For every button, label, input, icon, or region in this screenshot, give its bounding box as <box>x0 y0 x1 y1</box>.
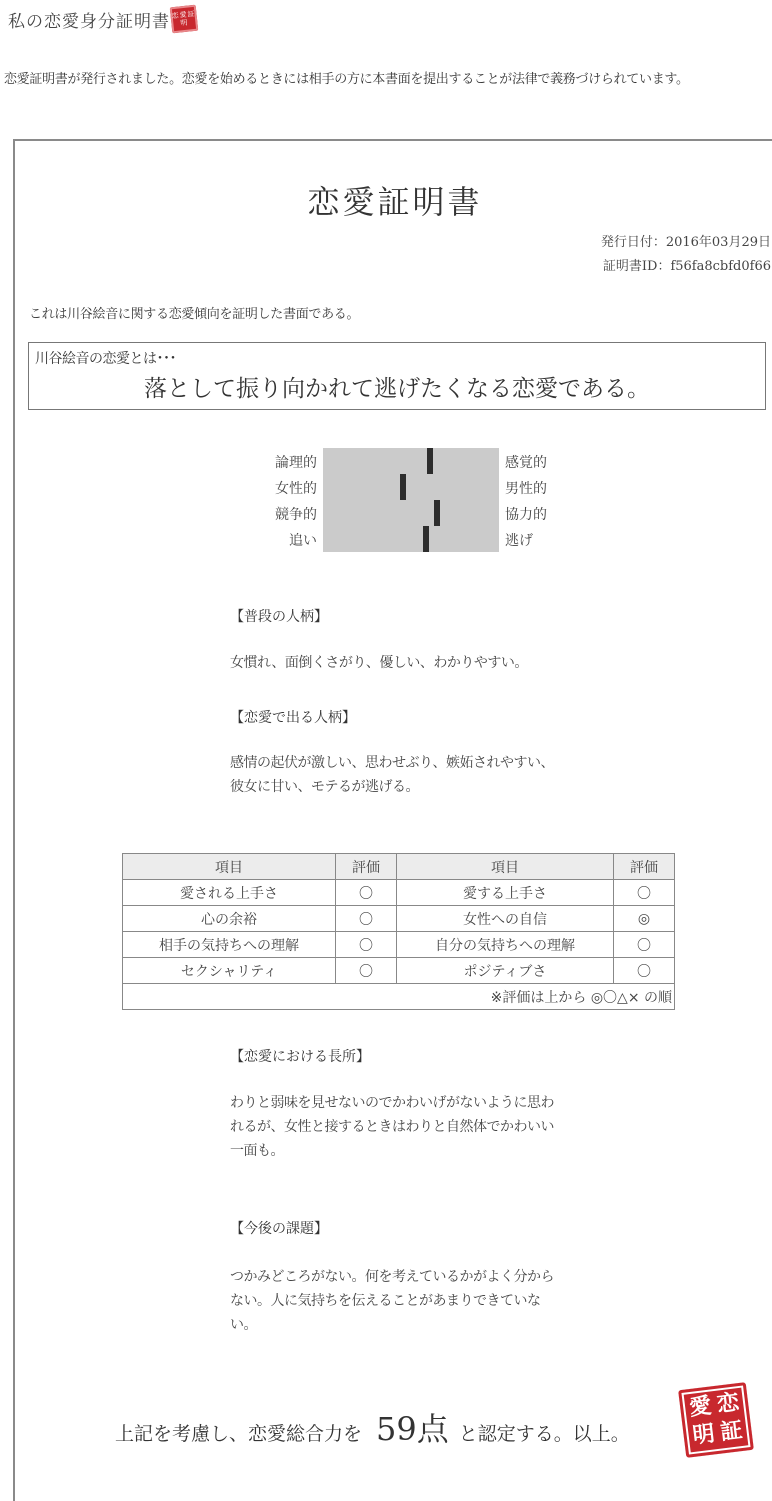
strengths-heading: 【恋愛における長所】 <box>230 1049 370 1065</box>
tendency-row <box>245 526 585 552</box>
rating-cell: 〇 <box>614 932 675 958</box>
tendency-right-label: 感覚的 <box>505 455 547 471</box>
item-cell: セクシャリティ <box>123 958 336 984</box>
item-cell: 女性への自信 <box>397 906 614 932</box>
site-title[interactable] <box>8 6 197 32</box>
tendency-marker <box>434 500 440 526</box>
item-cell: 心の余裕 <box>123 906 336 932</box>
tendency-right-label: 協力的 <box>505 507 547 523</box>
table-note-row <box>123 984 675 1010</box>
column-header-rating: 評価 <box>614 854 675 880</box>
tendency-left-label: 追い <box>289 533 317 549</box>
love-certificate-seal-icon <box>678 1382 754 1458</box>
seal-char: 証 <box>719 1417 744 1446</box>
item-cell: 愛される上手さ <box>123 880 336 906</box>
tendency-marker <box>427 448 433 474</box>
table-header-row <box>123 854 675 880</box>
column-header-item: 項目 <box>397 854 614 880</box>
table-row <box>123 880 675 906</box>
final-prefix: 上記を考慮し、恋愛総合力を <box>115 1423 363 1445</box>
certificate-meta <box>601 231 771 279</box>
column-header-rating: 評価 <box>336 854 397 880</box>
tendency-track <box>323 500 499 526</box>
tendency-row <box>245 500 585 526</box>
summary-box <box>28 342 766 410</box>
table-row <box>123 958 675 984</box>
mini-seal-icon: 恋愛証明 <box>170 5 199 34</box>
tendency-track <box>323 526 499 552</box>
issue-date: 発行日付：2016年03月29日 <box>600 235 771 250</box>
certificate-statement: これは川谷絵音に関する恋愛傾向を証明した書面である。 <box>29 307 360 322</box>
tendency-left-label: 女性的 <box>275 481 317 497</box>
challenges-body: つかみどころがない。何を考えているかがよく分からない。人に気持ちを伝えることがあまりできていない。 <box>230 1269 554 1333</box>
seal-char: 愛 <box>687 1393 713 1422</box>
tendency-left-label: 競争的 <box>275 507 317 523</box>
rating-cell: 〇 <box>336 906 397 932</box>
item-cell: 相手の気持ちへの理解 <box>123 932 336 958</box>
tendency-chart <box>245 448 585 552</box>
tendency-track <box>323 448 499 474</box>
seal-char: 恋 <box>715 1390 741 1418</box>
tendency-row <box>245 448 585 474</box>
normal-personality-body: 女慣れ、面倒くさがり、優しい、わかりやすい。 <box>230 655 528 671</box>
certificate <box>13 139 772 1501</box>
tendency-marker <box>400 474 406 500</box>
rating-cell: 〇 <box>336 958 397 984</box>
tendency-right-label: 逃げ <box>505 533 533 549</box>
normal-personality-heading: 【普段の人柄】 <box>230 609 328 625</box>
love-personality-heading: 【恋愛で出る人柄】 <box>230 710 356 726</box>
tendency-left-label: 論理的 <box>275 455 317 471</box>
column-header-item: 項目 <box>123 854 336 880</box>
certificate-id: 証明書ID：f56fa8cbfd0f66 <box>602 259 771 274</box>
table-row <box>123 906 675 932</box>
summary-lead: 川谷絵音の恋愛とは･･･ <box>35 351 176 367</box>
rating-cell: ◎ <box>614 906 675 932</box>
final-verdict <box>115 1404 705 1450</box>
intro-text: 恋愛証明書が発行されました。恋愛を始めるときには相手の方に本書面を提出することが法律で義務づけられています。 <box>4 72 689 87</box>
final-suffix: と認定する。以上。 <box>458 1423 630 1445</box>
tendency-marker <box>423 526 429 552</box>
evaluation-table <box>122 853 675 1010</box>
challenges-heading: 【今後の課題】 <box>230 1221 328 1237</box>
rating-cell: 〇 <box>336 932 397 958</box>
rating-legend-note: ※評価は上から ◎〇△× の順 <box>123 984 675 1010</box>
strengths-body: わりと弱味を見せないのでかわいげがないように思われるが、女性と接するときはわりと自然体でかわいい一面も。 <box>230 1095 554 1159</box>
love-personality-body: 感情の起伏が激しい、思わせぶり、嫉妬されやすい、彼女に甘い、モテるが逃げる。 <box>230 755 554 795</box>
site-title-text: 私の恋愛身分証明書 <box>8 11 170 32</box>
seal-char: 明 <box>691 1421 717 1449</box>
summary-main: 落として振り向かれて逃げたくなる恋愛である。 <box>144 376 650 402</box>
tendency-right-label: 男性的 <box>505 481 547 497</box>
tendency-row <box>245 474 585 500</box>
item-cell: 自分の気持ちへの理解 <box>397 932 614 958</box>
rating-cell: 〇 <box>614 958 675 984</box>
rating-cell: 〇 <box>336 880 397 906</box>
item-cell: ポジティブさ <box>397 958 614 984</box>
item-cell: 愛する上手さ <box>397 880 614 906</box>
rating-cell: 〇 <box>614 880 675 906</box>
total-score: 59点 <box>376 1410 449 1448</box>
table-row <box>123 932 675 958</box>
certificate-title: 恋愛証明書 <box>307 183 483 221</box>
tendency-track <box>323 474 499 500</box>
